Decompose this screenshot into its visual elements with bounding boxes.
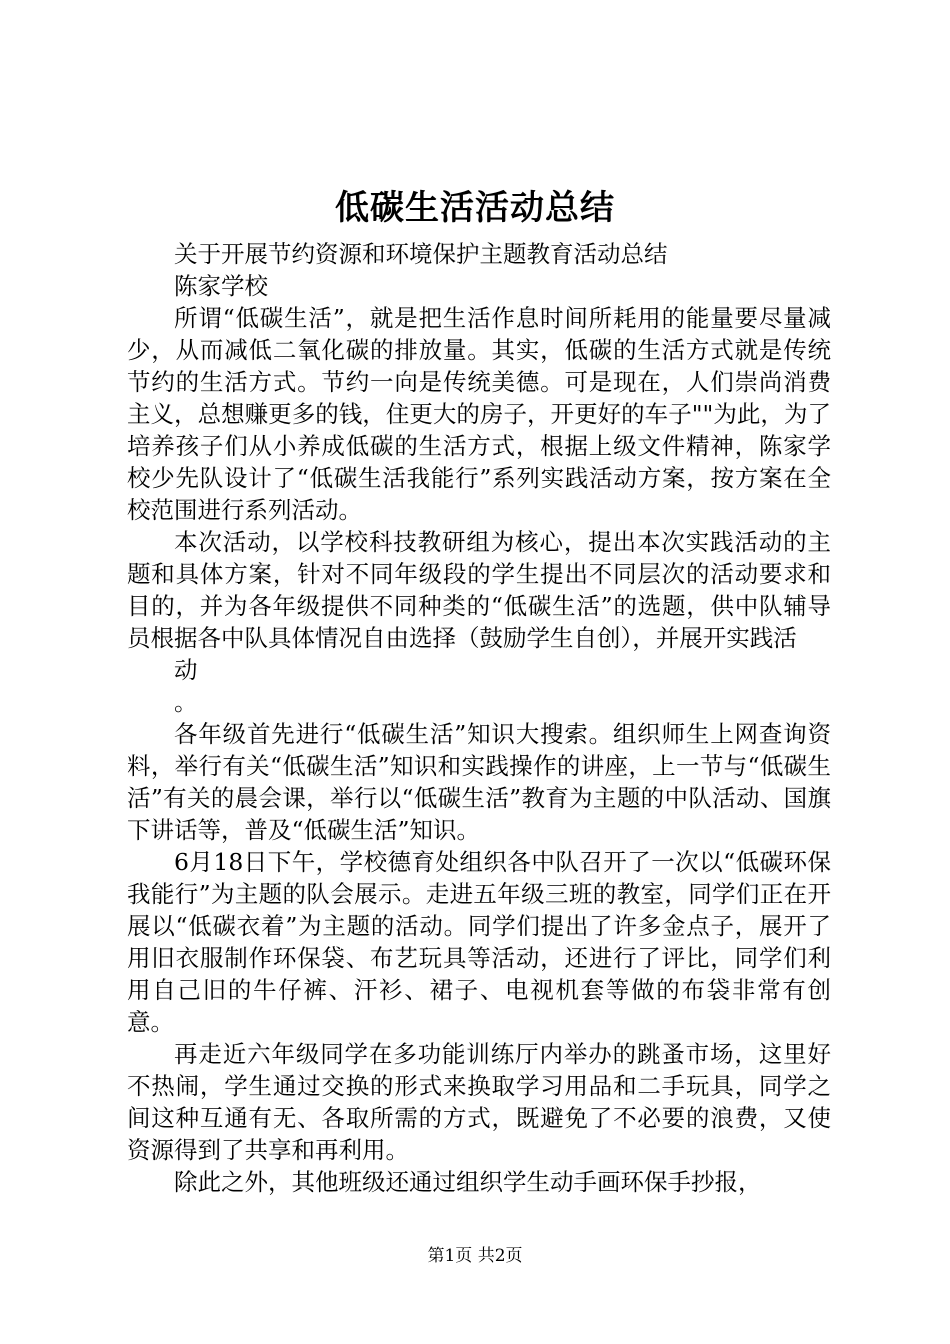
school-name: 陈家学校 — [174, 272, 268, 300]
paragraph: 除此之外，其他班级还通过组织学生动手画环保手抄报， — [174, 1168, 762, 1196]
paragraph-fragment: 动 — [174, 656, 198, 684]
paragraph: 所谓“低碳生活”，就是把生活作息时间所耗用的能量要尽量减少，从而减低二氧化碳的排放量。其实，低碳的生活方式就是传统节约的生活方式。节约一向是传统美德。可是现在，人们崇尚消费主义，总想赚更多的钱，住更大的房子，开更好的车子""为此，为了培养孩子们从小养成低碳的生活方式，根据上级文件精神，陈家学校少先队设计了“低碳生活我能行”系列实践活动方案，按方案在全校范围进行系列活动。 — [127, 304, 831, 524]
paragraph: 各年级首先进行“低碳生活”知识大搜索。组织师生上网查询资料，举行有关“低碳生活”知识和实践操作的讲座，上一节与“低碳生活”有关的晨会课，举行以“低碳生活”教育为主题的中队活动、国旗下讲话等，普及“低碳生活”知识。 — [127, 720, 831, 844]
paragraph: 本次活动，以学校科技教研组为核心，提出本次实践活动的主题和具体方案，针对不同年级段的学生提出不同层次的活动要求和目的，并为各年级提供不同种类的“低碳生活”的选题，供中队辅导员根据各中队具体情况自由选择（鼓励学生自创），并展开实践活 — [127, 528, 831, 652]
document-body — [127, 238, 831, 1198]
paragraph: 再走近六年级同学在多功能训练厅内举办的跳蚤市场，这里好不热闹，学生通过交换的形式来换取学习用品和二手玩具，同学之间这种互通有无、各取所需的方式，既避免了不必要的浪费，又使资源得到了共享和再利用。 — [127, 1040, 831, 1164]
paragraph-fragment: 。 — [174, 688, 198, 716]
subtitle-line: 关于开展节约资源和环境保护主题教育活动总结 — [174, 240, 668, 268]
page-number-footer: 第1页 共2页 — [427, 1246, 523, 1266]
document-title: 低碳生活活动总结 — [335, 188, 615, 228]
paragraph: 6月18日下午，学校德育处组织各中队召开了一次以“低碳环保我能行”为主题的队会展示。走进五年级三班的教室，同学们正在开展以“低碳衣着”为主题的活动。同学们提出了许多金点子，展开了用旧衣服制作环保袋、布艺玩具等活动，还进行了评比，同学们利用自己旧的牛仔裤、汗衫、裙子、电视机套等做的布袋非常有创意。 — [127, 848, 831, 1036]
